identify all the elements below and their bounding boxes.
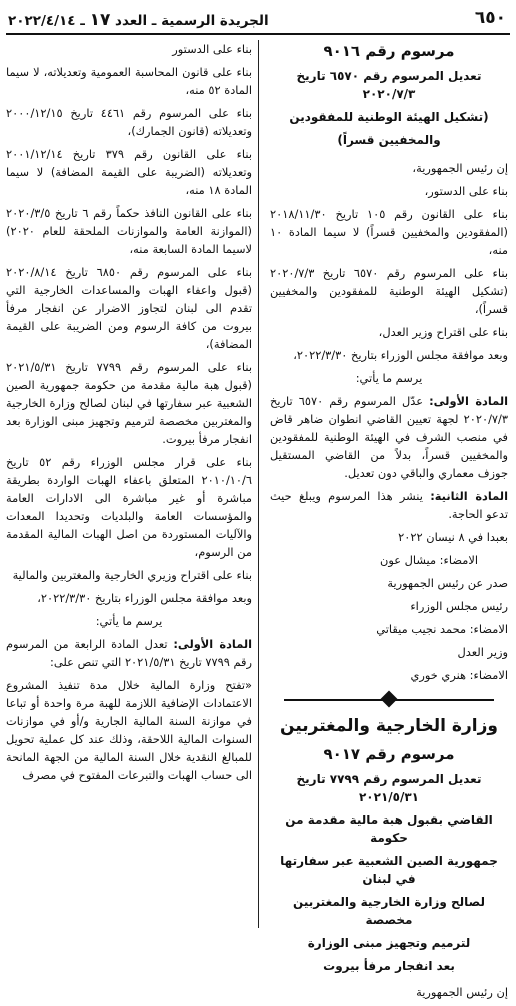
article-2-text: ينشر هذا المرسوم ويبلغ حيث تدعو الحاجة. [270, 489, 508, 521]
divider-diamond-icon [381, 691, 398, 708]
left-article-1 [6, 635, 252, 671]
signature-minister: الامضاء: هنري خوري [410, 668, 508, 682]
left-paragraph: بناء على قانون المحاسبة العمومية وتعديلاته، لا سيما المادة ٥٢ منه، [6, 65, 252, 97]
left-paragraph: بناء على القانون النافذ حكماً رقم ٦ تاريخ ٢٠٢٠/٣/٥ (الموازنة العامة والموازنات الملحقة للعام ٢٠٢٠) لاسيما المادة السابعة منه، [6, 206, 252, 256]
signature-president: الامضاء: ميشال عون [379, 553, 478, 567]
signature-pm: الامضاء: محمد نجيب ميقاتي [376, 622, 508, 636]
preamble-president: إن رئيس الجمهورية، [412, 161, 508, 175]
article-1-text: عدّل المرسوم رقم ٦٥٧٠ تاريخ ٢٠٢٠/٧/٣ لجهة تعيين القاضي انطوان ضاهر قاض في منصب الشرف في الهيئة الوطنية للمفقودين والمخفيين قسراً، بدلاً من القاضي المستقيل جوزف معماري والباقي دون تعديل. [270, 394, 508, 480]
gazette-title [8, 10, 269, 30]
decree-9017-subject-4: لصالح وزارة الخارجية والمغتربين مخصصة [293, 895, 485, 927]
article-1-label: المادة الأولى: [429, 394, 508, 408]
page-number: ٦٥٠ [474, 8, 506, 28]
left-paragraph: وبعد موافقة مجلس الوزراء بتاريخ ٢٠٢٢/٣/٣٠، [37, 591, 252, 605]
left-paragraph: بناء على المرسوم رقم ٦٨٥٠ تاريخ ٢٠٢٠/٨/١٤ (قبول واعفاء الهبات والمساعدات الخارجية التي تقدم الى لبنان لتجاوز الاضرار عن انفجار مرفأ بيروت من كافة الرسوم ومن الضريبة على القيمة المضافة)، [6, 265, 252, 351]
ministry-heading: وزارة الخارجية والمغتربين [280, 716, 498, 736]
left-paragraph: بناء على المرسوم رقم ٧٧٩٩ تاريخ ٢٠٢١/٥/٣١ (قبول هبة مالية مقدمة من حكومة جمهورية الصين الشعبية عبر سفارتها في لبنان لصالح وزارة الخارجية والمغتربين مخصصة لترميم وتجهيز مبنى الوزارة بعد انفجار مرفأ بيروت. [6, 360, 252, 446]
place-date: بعبدا في ٨ نيسان ٢٠٢٢ [398, 530, 508, 544]
preamble-decree-6570: بناء على المرسوم رقم ٦٥٧٠ تاريخ ٢٠٢٠/٧/٣ (تشكيل الهيئة الوطنية للمفقودين والمخفيين قسراً)، [270, 266, 508, 316]
decree-9017-opening: إن رئيس الجمهورية [416, 985, 508, 999]
page-header [6, 6, 510, 36]
decree-9017-subject-2: القاضي بقبول هبة مالية مقدمة من حكومة [285, 813, 493, 845]
article-2-label: المادة الثانية: [430, 489, 508, 503]
pm-title: رئيس مجلس الوزراء [410, 599, 508, 613]
article-2 [270, 487, 508, 523]
left-paragraph: بناء على اقتراح وزيري الخارجية والمغتربين والمالية [12, 568, 252, 582]
left-paragraph: بناء على الدستور [172, 42, 252, 56]
left-decrees-line: يرسم ما يأتي: [95, 614, 163, 628]
issue-number: ١٧ [89, 10, 111, 30]
preamble-constitution: بناء على الدستور، [424, 184, 508, 198]
issue-date: ـ ٢٠٢٢/٤/١٤ [8, 13, 85, 29]
gazette-name: الجريدة الرسمية ـ العدد [115, 13, 269, 29]
left-article-1-text: تعدل المادة الرابعة من المرسوم رقم ٧٧٩٩ تاريخ ٢٠٢١/٥/٣١ التي تنص على: [6, 637, 252, 669]
decree-9017-subject-5: لترميم وتجهيز مبنى الوزارة [307, 936, 471, 950]
article-1 [270, 392, 508, 482]
section-divider [270, 692, 508, 708]
decree-9017-subject-6: بعد انفجار مرفأ بيروت [323, 959, 455, 973]
right-column [270, 40, 508, 1006]
left-paragraph: بناء على القانون رقم ٣٧٩ تاريخ ٢٠٠١/١٢/١٤ وتعديلاته (الضريبة على القيمة المضافة) لا سيما المادة ١٨ منه، [6, 147, 253, 197]
issued-by: صدر عن رئيس الجمهورية [387, 576, 508, 590]
left-article-1-label: المادة الأولى: [173, 637, 253, 651]
column-separator [258, 40, 259, 928]
left-paragraph: بناء على قرار مجلس الوزراء رقم ٥٢ تاريخ ٢٠١٠/١٠/٦ المتعلق باعفاء الهبات الواردة بطريقة مباشرة أو غير مباشرة الى الادارات العامة والمؤسسات العامة والبلديات وتحديدا المعدات والآليات المستوردة من اصل الهبات المالية المقدمة من الرسوم، [6, 455, 252, 559]
header-rule [6, 33, 510, 35]
decree-9016-subject-1: تعديل المرسوم رقم ٦٥٧٠ تاريخ ٢٠٢٠/٧/٣ [296, 69, 482, 101]
minister-title: وزير العدل [457, 645, 508, 659]
decrees-line: يرسم ما يأتي: [355, 371, 423, 385]
left-column [6, 40, 252, 789]
preamble-justice-minister: بناء على اقتراح وزير العدل، [378, 325, 508, 339]
decree-9017-number: مرسوم رقم ٩٠١٧ [323, 745, 455, 763]
decree-9017-subject-3: جمهورية الصين الشعبية عبر سفارتها في لبنان [280, 854, 498, 886]
left-paragraph: بناء على المرسوم رقم ٤٤٦١ تاريخ ٢٠٠٠/١٢/١٥ وتعديلاته (قانون الجمارك)، [6, 106, 253, 138]
preamble-cabinet-approval: وبعد موافقة مجلس الوزراء بتاريخ ٢٠٢٢/٣/٣٠، [293, 348, 508, 362]
decree-9016-number: مرسوم رقم ٩٠١٦ [323, 42, 455, 60]
decree-9017-subject-1: تعديل المرسوم رقم ٧٧٩٩ تاريخ ٢٠٢١/٥/٣١ [296, 772, 482, 804]
preamble-law-105: بناء على القانون رقم ١٠٥ تاريخ ٢٠١٨/١١/٣٠ (المفقودين والمخفيين قسراً) لا سيما المادة ١٠ منه، [270, 207, 508, 257]
decree-9016-subject-2: (تشكيل الهيئة الوطنية للمفقودين [289, 110, 489, 124]
decree-9016-subject-3: والمخفيين قسراً) [337, 133, 441, 147]
article-quote: «تفتح وزارة المالية خلال مدة تنفيذ المشروع الاعتمادات الإضافية اللازمة للهبة مرة واحدة أو تباعا في موازنة السنة المالية الجارية و/أو في موازنات السنوات المالية اللاحقة، وذلك عند كل عملية تحويل للمبالغ النقدية خلال السنة المالية من الجهة المانحة الى حساب الهبات والتبرعات المفتوح في مصرف [6, 678, 252, 782]
